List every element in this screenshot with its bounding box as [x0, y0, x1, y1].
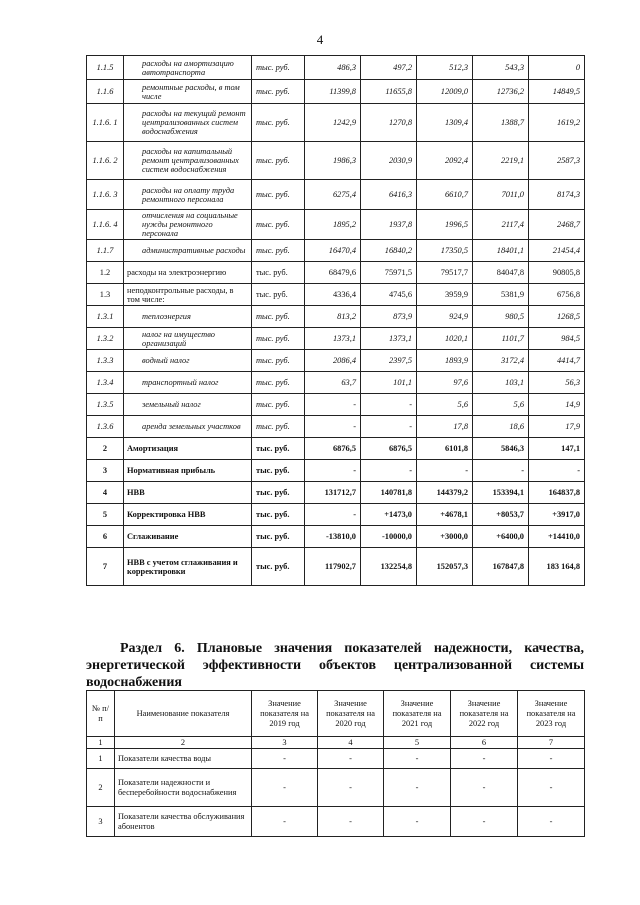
value-cell: 486,3	[305, 56, 361, 80]
value-cell: 2086,4	[305, 350, 361, 372]
table-row	[87, 526, 585, 548]
row-name: административные расходы	[124, 240, 252, 262]
value-cell: 6876,5	[305, 438, 361, 460]
value-cell: +3000,0	[417, 526, 473, 548]
value-cell: +14410,0	[529, 526, 585, 548]
indicator-name: Показатели надежности и бесперебойности водоснабжения	[115, 769, 252, 807]
row-unit: тыс. руб.	[252, 284, 305, 306]
value-cell: 14,9	[529, 394, 585, 416]
table-row	[87, 394, 585, 416]
value-cell: -10000,0	[361, 526, 417, 548]
row-name: Сглаживание	[124, 526, 252, 548]
row-unit: тыс. руб.	[252, 482, 305, 504]
value-cell: 5846,3	[473, 438, 529, 460]
value-cell: -	[518, 807, 585, 837]
row-name: НВВ	[124, 482, 252, 504]
row-unit: тыс. руб.	[252, 262, 305, 284]
row-name: НВВ с учетом сглаживания и корректировки	[124, 548, 252, 586]
value-cell: 1996,5	[417, 210, 473, 240]
row-number: 1	[87, 749, 115, 769]
row-unit: тыс. руб.	[252, 210, 305, 240]
value-cell: -	[384, 807, 451, 837]
row-unit: тыс. руб.	[252, 80, 305, 104]
row-code: 1.1.6. 2	[87, 142, 124, 180]
value-cell: 84047,8	[473, 262, 529, 284]
value-cell: 7011,0	[473, 180, 529, 210]
row-name: ремонтные расходы, в том числе	[124, 80, 252, 104]
value-cell: 11655,8	[361, 80, 417, 104]
value-cell: 813,2	[305, 306, 361, 328]
value-cell: 16470,4	[305, 240, 361, 262]
value-cell: 4745,6	[361, 284, 417, 306]
value-cell: -	[305, 460, 361, 482]
row-name: расходы на капитальный ремонт централизованных систем водоснабжения	[124, 142, 252, 180]
value-cell: -	[318, 769, 384, 807]
row-code: 1.1.6	[87, 80, 124, 104]
row-code: 1.3.2	[87, 328, 124, 350]
value-cell: 16840,2	[361, 240, 417, 262]
value-cell: 1020,1	[417, 328, 473, 350]
column-header: Значение показателя на 2021 год	[384, 691, 451, 737]
row-code: 7	[87, 548, 124, 586]
row-name: отчисления на социальные нужды ремонтного персонала	[124, 210, 252, 240]
indicators-table	[86, 690, 585, 837]
value-cell: +8053,7	[473, 504, 529, 526]
value-cell: 497,2	[361, 56, 417, 80]
value-cell: -	[518, 769, 585, 807]
value-cell: -	[318, 749, 384, 769]
column-number: 5	[384, 737, 451, 749]
row-name: Корректировка НВВ	[124, 504, 252, 526]
value-cell: 6876,5	[361, 438, 417, 460]
row-name: налог на имущество организаций	[124, 328, 252, 350]
value-cell: 924,9	[417, 306, 473, 328]
row-unit: тыс. руб.	[252, 394, 305, 416]
value-cell: 5,6	[473, 394, 529, 416]
row-code: 1.3.6	[87, 416, 124, 438]
row-code: 1.1.6. 4	[87, 210, 124, 240]
value-cell: 1101,7	[473, 328, 529, 350]
row-name: расходы на оплату труда ремонтного персонала	[124, 180, 252, 210]
value-cell: 1270,8	[361, 104, 417, 142]
value-cell: 980,5	[473, 306, 529, 328]
row-code: 1.3.3	[87, 350, 124, 372]
row-unit: тыс. руб.	[252, 526, 305, 548]
row-name: расходы на текущий ремонт централизованных систем водоснабжения	[124, 104, 252, 142]
value-cell: 1937,8	[361, 210, 417, 240]
value-cell: 4414,7	[529, 350, 585, 372]
table-row	[87, 306, 585, 328]
value-cell: 2117,4	[473, 210, 529, 240]
value-cell: 1242,9	[305, 104, 361, 142]
value-cell: 153394,1	[473, 482, 529, 504]
value-cell: -	[518, 749, 585, 769]
table-row	[87, 482, 585, 504]
value-cell: +1473,0	[361, 504, 417, 526]
table-row	[87, 80, 585, 104]
table-row	[87, 350, 585, 372]
value-cell: -	[252, 769, 318, 807]
row-unit: тыс. руб.	[252, 56, 305, 80]
value-cell: 6275,4	[305, 180, 361, 210]
column-number: 7	[518, 737, 585, 749]
indicator-name: Показатели качества обслуживания абонентов	[115, 807, 252, 837]
table-row	[87, 262, 585, 284]
row-name: земельный налог	[124, 394, 252, 416]
row-code: 4	[87, 482, 124, 504]
column-number: 4	[318, 737, 384, 749]
value-cell: 14849,5	[529, 80, 585, 104]
column-header: Значение показателя на 2022 год	[451, 691, 518, 737]
value-cell: 1893,9	[417, 350, 473, 372]
table-row	[87, 769, 585, 807]
row-code: 1.2	[87, 262, 124, 284]
value-cell: -13810,0	[305, 526, 361, 548]
value-cell: 132254,8	[361, 548, 417, 586]
value-cell: -	[252, 749, 318, 769]
value-cell: 75971,5	[361, 262, 417, 284]
row-code: 3	[87, 460, 124, 482]
table-row	[87, 372, 585, 394]
table-row	[87, 548, 585, 586]
value-cell: 90805,8	[529, 262, 585, 284]
column-header: Значение показателя на 2020 год	[318, 691, 384, 737]
value-cell: 56,3	[529, 372, 585, 394]
row-code: 1.3.5	[87, 394, 124, 416]
row-unit: тыс. руб.	[252, 180, 305, 210]
row-unit: тыс. руб.	[252, 416, 305, 438]
row-code: 1.1.6. 1	[87, 104, 124, 142]
row-code: 1.3.4	[87, 372, 124, 394]
table-row	[87, 210, 585, 240]
value-cell: -	[361, 460, 417, 482]
value-cell: -	[305, 394, 361, 416]
table-row	[87, 749, 585, 769]
value-cell: -	[451, 749, 518, 769]
row-name: Амортизация	[124, 438, 252, 460]
row-unit: тыс. руб.	[252, 438, 305, 460]
table-row	[87, 807, 585, 837]
value-cell: 3172,4	[473, 350, 529, 372]
value-cell: 1309,4	[417, 104, 473, 142]
indicators-header-row	[87, 691, 585, 737]
row-name: транспортный налог	[124, 372, 252, 394]
section-6-title: Раздел 6. Плановые значения показателей надежности, качества, энергетической эффективности объектов централизованной системы водоснабжения	[86, 641, 584, 690]
value-cell: 512,3	[417, 56, 473, 80]
value-cell: +4678,1	[417, 504, 473, 526]
row-name: расходы на амортизацию автотранспорта	[124, 56, 252, 80]
value-cell: 167847,8	[473, 548, 529, 586]
value-cell: 5381,9	[473, 284, 529, 306]
value-cell: 6416,3	[361, 180, 417, 210]
table-row	[87, 284, 585, 306]
table-row	[87, 416, 585, 438]
table-row	[87, 328, 585, 350]
table-row	[87, 104, 585, 142]
table-row	[87, 240, 585, 262]
table-row	[87, 142, 585, 180]
indicators-column-numbers-row	[87, 737, 585, 749]
value-cell: -	[417, 460, 473, 482]
row-code: 2	[87, 438, 124, 460]
table-row	[87, 504, 585, 526]
value-cell: -	[451, 769, 518, 807]
column-header: Значение показателя на 2023 год	[518, 691, 585, 737]
value-cell: 11399,8	[305, 80, 361, 104]
value-cell: 984,5	[529, 328, 585, 350]
value-cell: 1895,2	[305, 210, 361, 240]
value-cell: 1986,3	[305, 142, 361, 180]
row-code: 1.1.5	[87, 56, 124, 80]
value-cell: -	[361, 416, 417, 438]
row-unit: тыс. руб.	[252, 372, 305, 394]
value-cell: 8174,3	[529, 180, 585, 210]
value-cell: 2030,9	[361, 142, 417, 180]
value-cell: 12736,2	[473, 80, 529, 104]
column-number: 3	[252, 737, 318, 749]
row-code: 6	[87, 526, 124, 548]
table-row	[87, 460, 585, 482]
value-cell: -	[529, 460, 585, 482]
column-header: Значение показателя на 2019 год	[252, 691, 318, 737]
column-header: № п/п	[87, 691, 115, 737]
value-cell: 144379,2	[417, 482, 473, 504]
row-unit: тыс. руб.	[252, 240, 305, 262]
value-cell: 103,1	[473, 372, 529, 394]
value-cell: 17,9	[529, 416, 585, 438]
value-cell: 18401,1	[473, 240, 529, 262]
row-code: 1.3	[87, 284, 124, 306]
value-cell: 101,1	[361, 372, 417, 394]
value-cell: 183 164,8	[529, 548, 585, 586]
value-cell: 164837,8	[529, 482, 585, 504]
value-cell: -	[451, 807, 518, 837]
value-cell: 152057,3	[417, 548, 473, 586]
value-cell: 0	[529, 56, 585, 80]
row-name: расходы на электроэнергию	[124, 262, 252, 284]
value-cell: 68479,6	[305, 262, 361, 284]
value-cell: 1373,1	[361, 328, 417, 350]
value-cell: 1388,7	[473, 104, 529, 142]
value-cell: 1268,5	[529, 306, 585, 328]
row-number: 3	[87, 807, 115, 837]
column-header: Наименование показателя	[115, 691, 252, 737]
value-cell: 5,6	[417, 394, 473, 416]
column-number: 2	[115, 737, 252, 749]
row-name: неподконтрольные расходы, в том числе:	[124, 284, 252, 306]
row-unit: тыс. руб.	[252, 306, 305, 328]
value-cell: 543,3	[473, 56, 529, 80]
row-unit: тыс. руб.	[252, 460, 305, 482]
table-row	[87, 438, 585, 460]
value-cell: 6756,8	[529, 284, 585, 306]
table-row	[87, 180, 585, 210]
row-unit: тыс. руб.	[252, 548, 305, 586]
row-unit: тыс. руб.	[252, 104, 305, 142]
row-unit: тыс. руб.	[252, 350, 305, 372]
row-code: 5	[87, 504, 124, 526]
table-row	[87, 56, 585, 80]
value-cell: 18,6	[473, 416, 529, 438]
value-cell: 2397,5	[361, 350, 417, 372]
value-cell: 97,6	[417, 372, 473, 394]
row-code: 1.1.7	[87, 240, 124, 262]
row-code: 1.1.6. 3	[87, 180, 124, 210]
value-cell: -	[473, 460, 529, 482]
value-cell: +3917,0	[529, 504, 585, 526]
column-number: 6	[451, 737, 518, 749]
value-cell: -	[318, 807, 384, 837]
row-unit: тыс. руб.	[252, 504, 305, 526]
value-cell: 2219,1	[473, 142, 529, 180]
value-cell: 4336,4	[305, 284, 361, 306]
value-cell: 6101,8	[417, 438, 473, 460]
value-cell: 1373,1	[305, 328, 361, 350]
value-cell: 6610,7	[417, 180, 473, 210]
row-number: 2	[87, 769, 115, 807]
value-cell: 1619,2	[529, 104, 585, 142]
row-unit: тыс. руб.	[252, 328, 305, 350]
value-cell: -	[361, 394, 417, 416]
column-number: 1	[87, 737, 115, 749]
finance-table	[86, 55, 585, 586]
value-cell: 12009,0	[417, 80, 473, 104]
value-cell: 79517,7	[417, 262, 473, 284]
row-name: аренда земельных участков	[124, 416, 252, 438]
value-cell: 147,1	[529, 438, 585, 460]
row-name: теплоэнергия	[124, 306, 252, 328]
value-cell: -	[305, 416, 361, 438]
value-cell: 2468,7	[529, 210, 585, 240]
value-cell: 131712,7	[305, 482, 361, 504]
value-cell: +6400,0	[473, 526, 529, 548]
value-cell: -	[384, 769, 451, 807]
row-name: Нормативная прибыль	[124, 460, 252, 482]
value-cell: 117902,7	[305, 548, 361, 586]
value-cell: 2092,4	[417, 142, 473, 180]
row-code: 1.3.1	[87, 306, 124, 328]
value-cell: 21454,4	[529, 240, 585, 262]
value-cell: 3959,9	[417, 284, 473, 306]
value-cell: 2587,3	[529, 142, 585, 180]
value-cell: -	[305, 504, 361, 526]
value-cell: -	[252, 807, 318, 837]
value-cell: 140781,8	[361, 482, 417, 504]
value-cell: 17,8	[417, 416, 473, 438]
page-number: 4	[316, 32, 324, 47]
value-cell: 63,7	[305, 372, 361, 394]
row-name: водный налог	[124, 350, 252, 372]
row-unit: тыс. руб.	[252, 142, 305, 180]
value-cell: 17350,5	[417, 240, 473, 262]
indicator-name: Показатели качества воды	[115, 749, 252, 769]
value-cell: -	[384, 749, 451, 769]
value-cell: 873,9	[361, 306, 417, 328]
